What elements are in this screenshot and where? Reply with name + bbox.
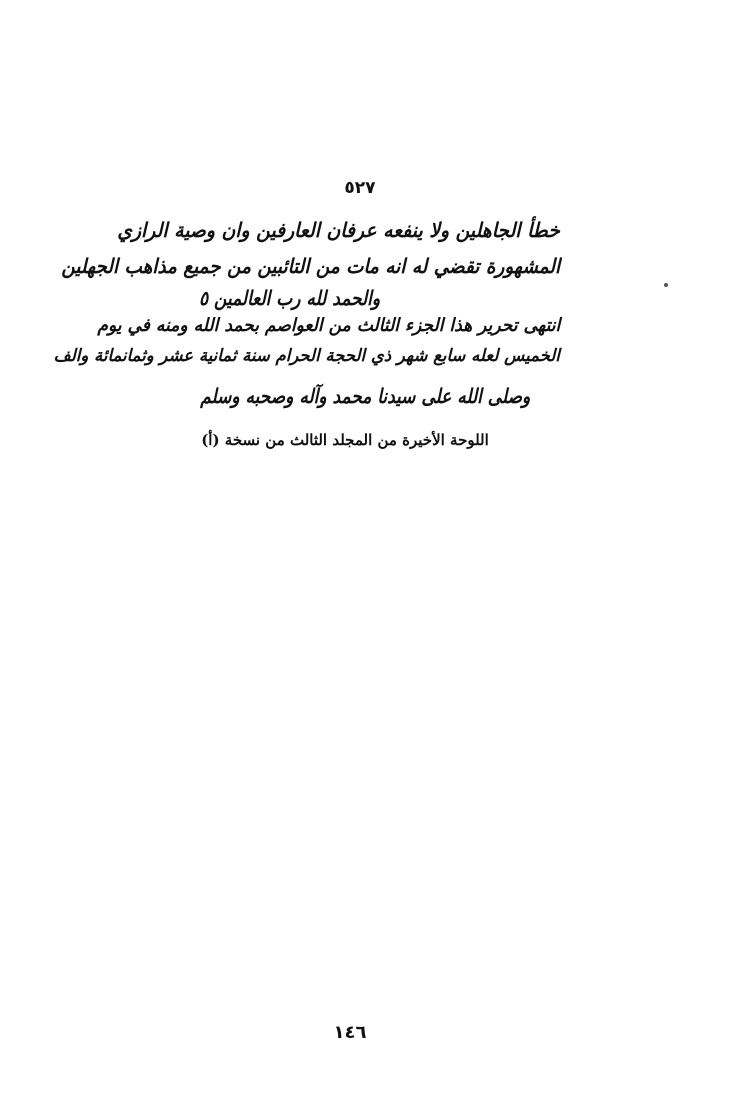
manuscript-line: خطأ الجاهلين ولا ينفعه عرفان العارفين وان وصية الرازي [117,218,560,242]
page-number: ١٤٦ [333,1022,367,1043]
manuscript-line: الخميس لعله سابع شهر ذي الحجة الحرام سنة ثمانية عشر وثمانمائة والف [53,346,560,366]
scan-speck [664,283,668,287]
manuscript-line: وصلى الله على سيدنا محمد وآله وصحبه وسلم [200,384,530,408]
manuscript-line: والحمد لله رب العالمين ٥ [198,286,380,310]
manuscript-folio-number: ٥٢٧ [344,178,376,198]
manuscript-line: انتهى تحرير هذا الجزء الثالث من العواصم بحمد الله ومنه في يوم [97,315,560,336]
plate-caption: اللوحة الأخيرة من المجلد الثالث من نسخة (أ) [201,431,489,449]
manuscript-line: المشهورة تقضي له انه مات من التائبين من جميع مذاهب الجهلين [61,254,560,278]
